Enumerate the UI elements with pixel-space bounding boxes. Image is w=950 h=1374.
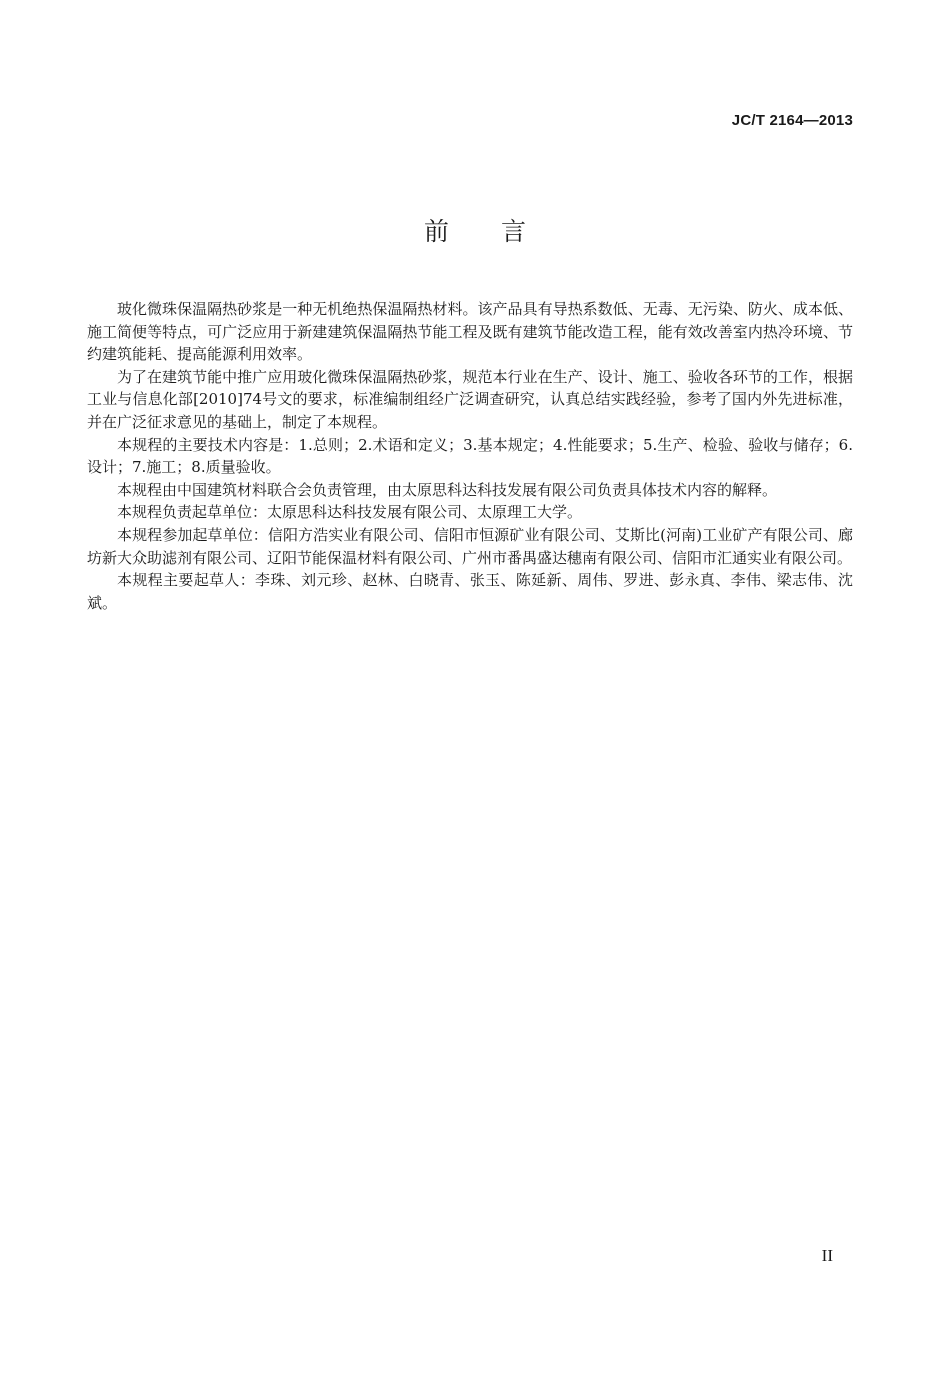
- paragraph-participating-drafters: 本规程参加起草单位：信阳方浩实业有限公司、信阳市恒源矿业有限公司、艾斯比(河南)工业矿产有限公司、廊坊新大众助滤剂有限公司、辽阳节能保温材料有限公司、广州市番禺盛达穗南有限公司、信阳市汇通实业有限公司。: [87, 525, 853, 567]
- standard-code: JC/T 2164—2013: [731, 112, 853, 129]
- page-number: II: [821, 1246, 833, 1265]
- paragraph-intro: 玻化微珠保温隔热砂浆是一种无机绝热保温隔热材料。该产品具有导热系数低、无毒、无污染、防火、成本低、施工简便等特点，可广泛应用于新建建筑保温隔热节能工程及既有建筑节能改造工程，能有效改善室内热冷环境、节约建筑能耗、提高能源利用效率。: [87, 300, 853, 364]
- foreword-body: [87, 298, 853, 614]
- page-title: 前言: [423, 217, 578, 246]
- paragraph-lead-drafters: 本规程负责起草单位：太原思科达科技发展有限公司、太原理工大学。: [117, 503, 583, 522]
- paragraph-purpose: 为了在建筑节能中推广应用玻化微珠保温隔热砂浆，规范本行业在生产、设计、施工、验收各环节的工作，根据工业与信息化部[2010]74号文的要求，标准编制组经广泛调查研究，认真总结实践经验，参考了国内外先进标准，并在广泛征求意见的基础上，制定了本规程。: [87, 367, 853, 431]
- paragraph-management: 本规程由中国建筑材料联合会负责管理，由太原思科达科技发展有限公司负责具体技术内容的解释。: [117, 480, 778, 499]
- paragraph-contents: 本规程的主要技术内容是：1.总则；2.术语和定义；3.基本规定；4.性能要求；5.生产、检验、验收与储存；6.设计；7.施工；8.质量验收。: [87, 435, 853, 477]
- paragraph-main-drafters: 本规程主要起草人：李珠、刘元珍、赵林、白晓青、张玉、陈延新、周伟、罗进、彭永真、李伟、梁志伟、沈斌。: [87, 571, 853, 612]
